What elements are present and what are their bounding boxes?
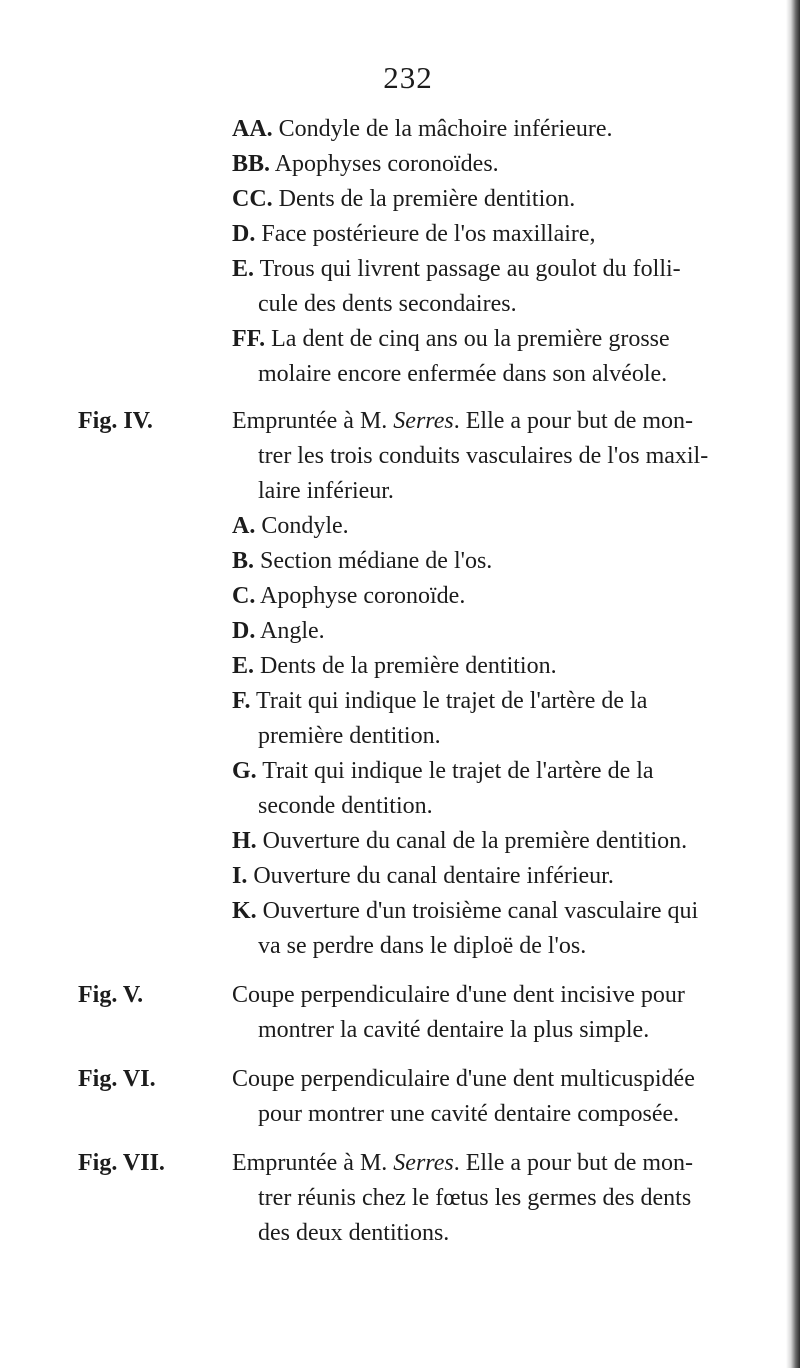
list-item: E. Trous qui livrent passage au goulot du folli- xyxy=(232,256,681,282)
list-item: AA. Condyle de la mâchoire inférieure. xyxy=(232,116,613,142)
fig-7-label: Fig. VII. xyxy=(78,1150,165,1176)
list-item-continuation: seconde dentition. xyxy=(258,793,433,819)
list-item: A. Condyle. xyxy=(232,513,349,539)
fig-5-label: Fig. V. xyxy=(78,982,144,1008)
list-item-continuation: va se perdre dans le diploë de l'os. xyxy=(258,933,587,959)
fig-7-intro: Empruntée à M. Serres. Elle a pour but de mon- xyxy=(232,1150,694,1176)
fig-7-text-line: des deux dentitions. xyxy=(258,1220,450,1246)
list-item-continuation: première dentition. xyxy=(258,723,441,749)
fig-4-label: Fig. IV. xyxy=(78,408,153,434)
fig-4-intro-line: laire inférieur. xyxy=(258,478,394,504)
fig-7-text-line: trer réunis chez le fœtus les germes des dents xyxy=(258,1185,692,1211)
list-item: G. Trait qui indique le trajet de l'artère de la xyxy=(232,758,654,784)
fig-6-label: Fig. VI. xyxy=(78,1066,156,1092)
fig-6-text: Coupe perpendiculaire d'une dent multicuspidée xyxy=(232,1066,695,1092)
page-edge-shadow xyxy=(786,0,800,1368)
list-item-continuation: cule des dents secondaires. xyxy=(258,291,517,317)
list-item: H. Ouverture du canal de la première dentition. xyxy=(232,828,688,854)
list-item: F. Trait qui indique le trajet de l'artère de la xyxy=(232,688,648,714)
list-item: CC. Dents de la première dentition. xyxy=(232,186,576,212)
fig-4-intro-line: trer les trois conduits vasculaires de l'os maxil- xyxy=(258,443,709,469)
list-item-continuation: molaire encore enfermée dans son alvéole. xyxy=(258,361,668,387)
list-item: BB. Apophyses coronoïdes. xyxy=(232,151,499,177)
list-item: FF. La dent de cinq ans ou la première grosse xyxy=(232,326,670,352)
fig-4-intro: Empruntée à M. Serres. Elle a pour but de mon- xyxy=(232,408,694,434)
list-item: I. Ouverture du canal dentaire inférieur. xyxy=(232,863,614,889)
fig-5-text-line: montrer la cavité dentaire la plus simple. xyxy=(258,1017,650,1043)
page-number: 232 xyxy=(383,60,433,95)
list-item: B. Section médiane de l'os. xyxy=(232,548,493,574)
list-item: E. Dents de la première dentition. xyxy=(232,653,557,679)
fig-6-text-line: pour montrer une cavité dentaire composée. xyxy=(258,1101,680,1127)
fig-5-text: Coupe perpendiculaire d'une dent incisive pour xyxy=(232,982,685,1008)
list-item: D. Angle. xyxy=(232,618,325,644)
list-item: D. Face postérieure de l'os maxillaire, xyxy=(232,221,596,247)
list-item: C. Apophyse coronoïde. xyxy=(232,583,466,609)
list-item: K. Ouverture d'un troisième canal vasculaire qui xyxy=(232,898,699,924)
